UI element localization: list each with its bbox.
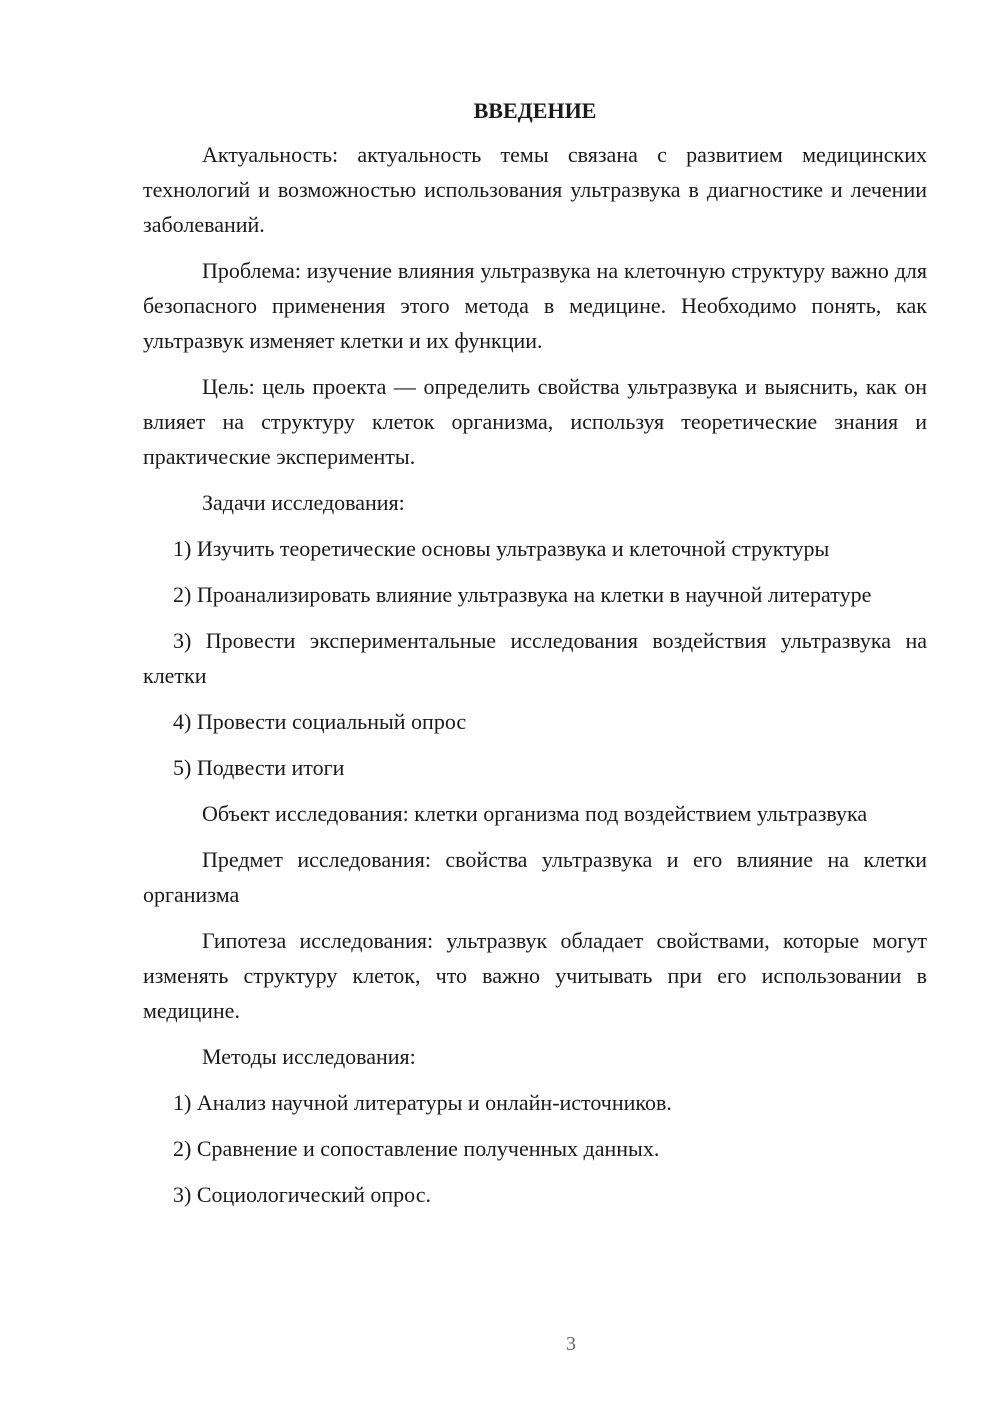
task-item-5: 5) Подвести итоги xyxy=(173,755,345,780)
subject-paragraph: Предмет исследования: свойства ультразвука и его влияние на клетки организма xyxy=(143,847,927,907)
section-heading: ВВЕДЕНИЕ xyxy=(473,98,597,123)
object-paragraph: Объект исследования: клетки организма под воздействием ультразвука xyxy=(202,801,868,826)
task-item-4: 4) Провести социальный опрос xyxy=(173,709,467,734)
task-item-2: 2) Проанализировать влияние ультразвука на клетки в научной литературе xyxy=(173,582,872,607)
relevance-paragraph: Актуальность: актуальность темы связана с развитием медицинских технологий и возможностью использования ультразвука в диагностике и лечении заболеваний. xyxy=(143,142,927,237)
page-content xyxy=(143,93,927,1223)
method-item-1: 1) Анализ научной литературы и онлайн-источников. xyxy=(173,1090,672,1115)
task-item-1: 1) Изучить теоретические основы ультразвука и клеточной структуры xyxy=(173,536,830,561)
method-item-2: 2) Сравнение и сопоставление полученных данных. xyxy=(173,1136,660,1161)
page-number: 3 xyxy=(566,1333,576,1355)
tasks-title: Задачи исследования: xyxy=(202,490,405,515)
goal-paragraph: Цель: цель проекта — определить свойства ультразвука и выяснить, как он влияет на структуру клеток организма, используя теоретические знания и практические эксперименты. xyxy=(143,374,927,469)
methods-title: Методы исследования: xyxy=(202,1044,416,1069)
task-item-3: 3) Провести экспериментальные исследования воздействия ультразвука на клетки xyxy=(143,628,927,688)
method-item-3: 3) Социологический опрос. xyxy=(173,1182,431,1207)
problem-paragraph: Проблема: изучение влияния ультразвука на клеточную структуру важно для безопасного применения этого метода в медицине. Необходимо понять, как ультразвук изменяет клетки и их функции. xyxy=(143,258,927,353)
hypothesis-paragraph: Гипотеза исследования: ультразвук обладает свойствами, которые могут изменять структуру клеток, что важно учитывать при его использовании в медицине. xyxy=(143,928,927,1023)
